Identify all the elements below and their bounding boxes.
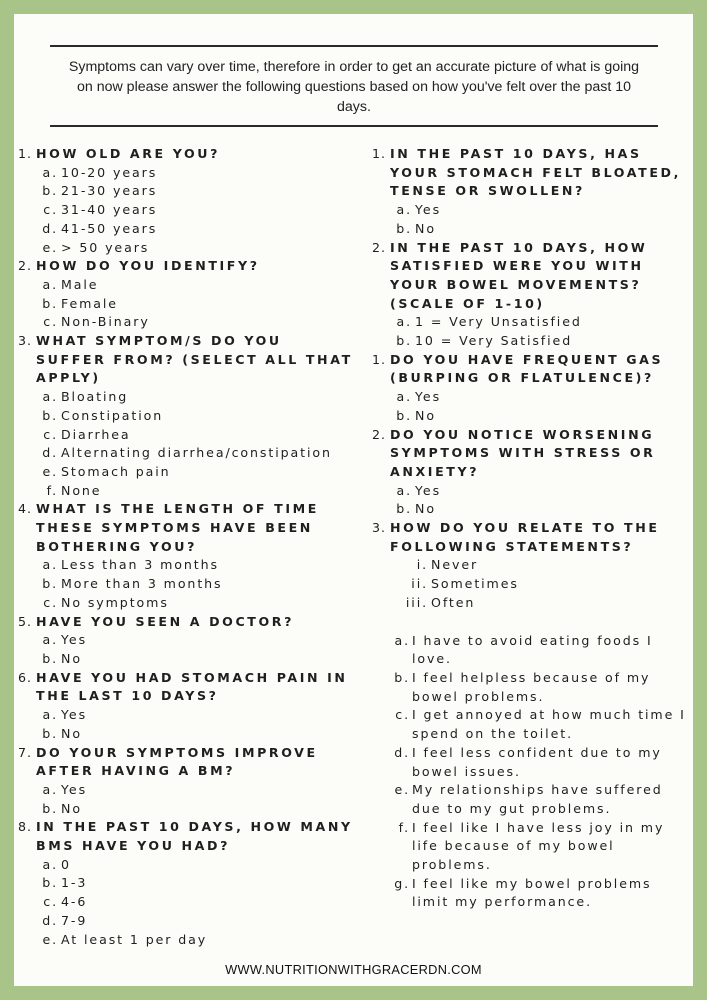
option-letter: b.	[42, 183, 58, 199]
option-letter: b.	[396, 501, 412, 517]
option-text: Stomach pain	[61, 463, 171, 479]
question-number: 5.	[18, 613, 33, 629]
intro-note: Symptoms can vary over time, therefore in order to get an accurate picture of what is going on now please answer the following questions based on how you've felt over the past 10 days.	[50, 45, 658, 127]
right-question-column	[372, 145, 692, 912]
question-number: 2.	[18, 258, 33, 274]
statement-letter: c.	[395, 707, 410, 723]
answer-option[interactable]	[18, 912, 358, 931]
option-letter: b.	[42, 725, 58, 741]
question-text: IN THE PAST 10 DAYS, HAS YOUR STOMACH FELT BLOATED, TENSE OR SWOLLEN?	[390, 146, 681, 199]
question-text: WHAT SYMPTOM/S DO YOU SUFFER FROM? (SELECT ALL THAT APPLY)	[36, 333, 353, 386]
question-number: 8.	[18, 819, 33, 835]
answer-option[interactable]	[18, 931, 358, 950]
answer-option[interactable]	[18, 201, 358, 220]
option-text: 1-3	[61, 875, 88, 891]
option-text: Yes	[415, 202, 442, 218]
option-text: Often	[431, 594, 476, 610]
question-text: DO YOU HAVE FREQUENT GAS (BURPING OR FLATULENCE)?	[390, 351, 664, 386]
option-letter: a.	[42, 389, 58, 405]
answer-option[interactable]	[372, 500, 692, 519]
option-text: At least 1 per day	[61, 931, 208, 947]
question	[18, 613, 358, 632]
option-text: 10-20 years	[61, 164, 158, 180]
scale-option[interactable]	[372, 556, 692, 575]
option-letter: b.	[396, 407, 412, 423]
option-letter: c.	[43, 314, 58, 330]
option-letter: f.	[46, 482, 58, 498]
question	[18, 332, 358, 388]
statement-letter: e.	[394, 782, 410, 798]
option-text: 31-40 years	[61, 202, 158, 218]
answer-option[interactable]	[18, 856, 358, 875]
answer-option[interactable]	[372, 482, 692, 501]
option-text: 10 = Very Satisfied	[415, 333, 573, 349]
answer-option[interactable]	[372, 220, 692, 239]
option-letter: b.	[42, 295, 58, 311]
question-text: IN THE PAST 10 DAYS, HOW SATISFIED WERE YOU WITH YOUR BOWEL MOVEMENTS? (SCALE OF 1-10)	[390, 239, 648, 311]
option-text: Yes	[61, 632, 88, 648]
answer-option[interactable]	[18, 725, 358, 744]
option-letter: c.	[43, 202, 58, 218]
option-text: > 50 years	[61, 239, 150, 255]
statement-item[interactable]	[372, 669, 692, 706]
answer-option[interactable]	[18, 388, 358, 407]
option-text: 41-50 years	[61, 220, 158, 236]
option-text: Non-Binary	[61, 314, 150, 330]
option-text: No	[61, 800, 82, 816]
option-text: Yes	[415, 389, 442, 405]
option-letter: e.	[42, 463, 58, 479]
answer-option[interactable]	[18, 781, 358, 800]
option-letter: ii.	[411, 576, 428, 592]
question-text: HOW DO YOU RELATE TO THE FOLLOWING STATEMENTS?	[390, 520, 660, 554]
option-letter: a.	[396, 389, 412, 405]
answer-option[interactable]	[18, 276, 358, 295]
option-letter: d.	[42, 220, 58, 236]
answer-option[interactable]	[18, 182, 358, 201]
scale-option[interactable]	[372, 575, 692, 594]
option-text: Male	[61, 276, 99, 292]
question	[18, 744, 358, 781]
answer-option[interactable]	[18, 295, 358, 314]
statement-text: I feel helpless because of my bowel problems.	[412, 669, 651, 704]
question-number: 6.	[18, 669, 33, 685]
option-text: Diarrhea	[61, 426, 131, 442]
answer-option[interactable]	[18, 650, 358, 669]
answer-option[interactable]	[18, 706, 358, 725]
spacer	[372, 613, 692, 632]
statement-letter: a.	[394, 632, 410, 648]
statement-item[interactable]	[372, 632, 692, 669]
answer-option[interactable]	[18, 426, 358, 445]
option-letter: a.	[42, 632, 58, 648]
answer-option[interactable]	[18, 631, 358, 650]
option-letter: b.	[42, 576, 58, 592]
question-text: IN THE PAST 10 DAYS, HOW MANY BMS HAVE YOU HAD?	[36, 819, 353, 854]
question-number: 2.	[372, 426, 387, 442]
question-number: 1.	[18, 146, 33, 161]
option-letter: a.	[42, 707, 58, 723]
answer-option[interactable]	[18, 482, 358, 501]
question	[18, 145, 358, 164]
answer-option[interactable]	[18, 220, 358, 239]
option-text: 4-6	[61, 894, 88, 910]
option-letter: iii.	[405, 594, 428, 610]
option-text: Bloating	[61, 389, 129, 405]
statement-letter: d.	[394, 744, 410, 760]
question-number: 3.	[18, 333, 33, 349]
option-letter: b.	[396, 333, 412, 349]
question-text: HOW DO YOU IDENTIFY?	[36, 258, 260, 274]
option-text: More than 3 months	[61, 576, 223, 592]
option-text: 21-30 years	[61, 183, 158, 199]
option-letter: d.	[42, 445, 58, 461]
option-text: 1 = Very Unsatisfied	[415, 314, 582, 330]
question-number: 4.	[18, 501, 33, 517]
option-text: 7-9	[61, 912, 88, 928]
option-letter: c.	[43, 426, 58, 442]
question	[372, 145, 692, 201]
option-letter: a.	[42, 276, 58, 292]
answer-option[interactable]	[372, 201, 692, 220]
answer-option[interactable]	[18, 444, 358, 463]
option-text: 0	[61, 856, 71, 872]
question-text: HAVE YOU HAD STOMACH PAIN IN THE LAST 10 DAYS?	[36, 669, 348, 704]
option-letter: b.	[42, 407, 58, 423]
option-letter: a.	[396, 314, 412, 330]
question-text: DO YOUR SYMPTOMS IMPROVE AFTER HAVING A BM?	[36, 744, 318, 779]
question	[372, 426, 692, 482]
answer-option[interactable]	[18, 594, 358, 613]
question-text: HOW OLD ARE YOU?	[36, 146, 221, 161]
question-text: HAVE YOU SEEN A DOCTOR?	[36, 613, 294, 629]
option-text: None	[61, 482, 102, 498]
answer-option[interactable]	[372, 388, 692, 407]
option-text: Yes	[61, 781, 88, 797]
answer-option[interactable]	[18, 874, 358, 893]
statement-item[interactable]	[372, 781, 692, 818]
scale-option[interactable]	[372, 594, 692, 613]
statement-item[interactable]	[372, 744, 692, 781]
question-number: 7.	[18, 744, 33, 760]
answer-option[interactable]	[18, 239, 358, 258]
option-letter: b.	[396, 220, 412, 236]
question-number: 1.	[372, 146, 387, 161]
option-text: No	[415, 501, 436, 517]
option-letter: c.	[43, 894, 58, 910]
option-letter: i.	[416, 557, 428, 573]
question	[18, 257, 358, 276]
statement-text: I have to avoid eating foods I love.	[412, 632, 653, 667]
option-text: Constipation	[61, 407, 164, 423]
question-text: WHAT IS THE LENGTH OF TIME THESE SYMPTOMS HAVE BEEN BOTHERING YOU?	[36, 501, 319, 554]
question	[18, 500, 358, 556]
option-letter: b.	[42, 650, 58, 666]
question	[372, 239, 692, 314]
footer-website[interactable]: WWW.NUTRITIONWITHGRACERDN.COM	[225, 962, 482, 977]
answer-option[interactable]	[18, 164, 358, 183]
option-text: No symptoms	[61, 594, 169, 610]
statement-text: I feel like my bowel problems limit my performance.	[412, 875, 652, 910]
statement-letter: b.	[394, 669, 410, 685]
option-letter: a.	[396, 202, 412, 218]
statement-text: I feel like I have less joy in my life because of my bowel problems.	[412, 819, 665, 873]
statement-text: I get annoyed at how much time I spend on the toilet.	[412, 707, 686, 742]
statement-letter: g.	[394, 875, 410, 891]
statement-letter: f.	[398, 819, 410, 835]
option-letter: e.	[42, 239, 58, 255]
option-letter: d.	[42, 912, 58, 928]
answer-option[interactable]	[18, 463, 358, 482]
answer-option[interactable]	[372, 407, 692, 426]
option-letter: a.	[42, 781, 58, 797]
option-letter: b.	[42, 800, 58, 816]
question-number: 1.	[372, 351, 387, 367]
answer-option[interactable]	[18, 407, 358, 426]
option-text: No	[61, 650, 82, 666]
question-text: DO YOU NOTICE WORSENING SYMPTOMS WITH STRESS OR ANXIETY?	[390, 426, 656, 479]
question-number: 3.	[372, 520, 387, 536]
answer-option[interactable]	[18, 800, 358, 819]
option-text: Sometimes	[431, 576, 519, 592]
question-number: 2.	[372, 239, 387, 255]
answer-option[interactable]	[18, 893, 358, 912]
question	[18, 818, 358, 855]
statement-item[interactable]	[372, 706, 692, 743]
option-text: No	[415, 407, 436, 423]
option-text: Yes	[61, 707, 88, 723]
option-text: Female	[61, 295, 118, 311]
option-letter: a.	[42, 856, 58, 872]
answer-option[interactable]	[372, 313, 692, 332]
question	[18, 669, 358, 706]
option-letter: e.	[42, 931, 58, 947]
answer-option[interactable]	[18, 575, 358, 594]
statement-text: I feel less confident due to my bowel issues.	[412, 744, 662, 779]
option-text: No	[415, 220, 436, 236]
left-question-column	[18, 145, 358, 949]
option-letter: a.	[42, 164, 58, 180]
option-text: Yes	[415, 482, 442, 498]
question	[372, 519, 692, 556]
option-letter: b.	[42, 875, 58, 891]
statement-item[interactable]	[372, 875, 692, 912]
answer-option[interactable]	[372, 332, 692, 351]
option-letter: c.	[43, 594, 58, 610]
option-letter: a.	[42, 557, 58, 573]
option-letter: a.	[396, 482, 412, 498]
statement-item[interactable]	[372, 819, 692, 875]
option-text: Never	[431, 557, 479, 573]
answer-option[interactable]	[18, 313, 358, 332]
option-text: Less than 3 months	[61, 557, 219, 573]
question	[372, 351, 692, 388]
option-text: Alternating diarrhea/constipation	[61, 445, 332, 461]
statement-text: My relationships have suffered due to my gut problems.	[412, 782, 663, 816]
answer-option[interactable]	[18, 556, 358, 575]
option-text: No	[61, 725, 82, 741]
